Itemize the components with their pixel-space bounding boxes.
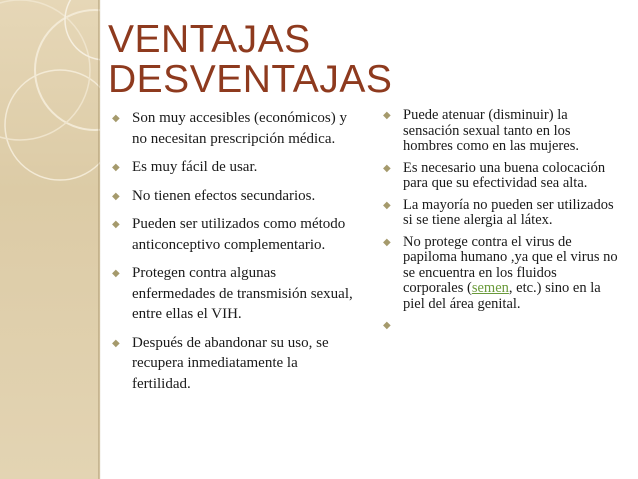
- title-line-desventajas: DESVENTAJAS: [108, 58, 393, 101]
- list-item-text: Pueden ser utilizados como método anticonceptivo complementario.: [132, 216, 346, 253]
- decorative-side-band: [0, 0, 100, 479]
- diamond-bullet-icon: ◆: [112, 219, 120, 230]
- list-item: [108, 108, 358, 149]
- list-item: [379, 161, 619, 192]
- semen-link[interactable]: semen: [471, 280, 509, 296]
- diamond-bullet-icon: ◆: [112, 162, 120, 173]
- list-item-text: No tienen efectos secundarios.: [132, 187, 316, 204]
- diamond-bullet-icon: ◆: [383, 236, 391, 248]
- list-item-text: Es muy fácil de usar.: [132, 159, 258, 175]
- list-item-text: Protegen contra algunas enfermedades de transmisión sexual, entre ellas el VIH.: [132, 265, 353, 322]
- list-item-text: [403, 234, 618, 312]
- text-after-link: , etc.) sino en la piel del área genital.: [403, 280, 601, 312]
- list-item: [108, 263, 358, 325]
- diamond-bullet-icon: ◆: [112, 190, 120, 202]
- list-item: [379, 235, 619, 313]
- list-item-text: La mayoría no pueden ser utilizados si se tiene alergia al látex.: [403, 196, 614, 228]
- title-line-ventajas: VENTAJAS: [108, 18, 311, 61]
- list-item: [108, 157, 358, 178]
- diamond-bullet-icon: ◆: [112, 268, 120, 279]
- decorative-circles: [0, 0, 100, 479]
- diamond-bullet-icon: ◆: [383, 320, 391, 331]
- desventajas-list: [379, 107, 619, 331]
- slide-title: [108, 20, 392, 100]
- diamond-bullet-icon: ◆: [383, 199, 391, 211]
- list-item-text: Es necesario una buena colocación para que su efectividad sea alta.: [403, 159, 606, 191]
- ventajas-list: [108, 108, 358, 402]
- list-item: [108, 186, 358, 207]
- diamond-bullet-icon: ◆: [112, 113, 120, 124]
- list-item-text: Son muy accesibles (económicos) y no necesitan prescripción médica.: [132, 110, 347, 147]
- diamond-bullet-icon: ◆: [383, 162, 391, 174]
- list-item-text: Después de abandonar su uso, se recupera inmediatamente la fertilidad.: [132, 334, 329, 392]
- list-item: [379, 108, 619, 155]
- list-item: [379, 198, 619, 229]
- list-item-text: Puede atenuar (disminuir) la sensación sexual tanto en los hombres como en las mujeres.: [403, 107, 579, 154]
- list-item: [108, 214, 358, 255]
- list-item: [108, 333, 358, 395]
- band-shadow: [98, 0, 101, 479]
- text-before-link: No protege contra el virus de papiloma humano ,ya que el virus no se encuentra en los fluidos corporales (: [403, 233, 618, 296]
- diamond-bullet-icon: ◆: [112, 337, 120, 349]
- diamond-bullet-icon: ◆: [383, 110, 391, 121]
